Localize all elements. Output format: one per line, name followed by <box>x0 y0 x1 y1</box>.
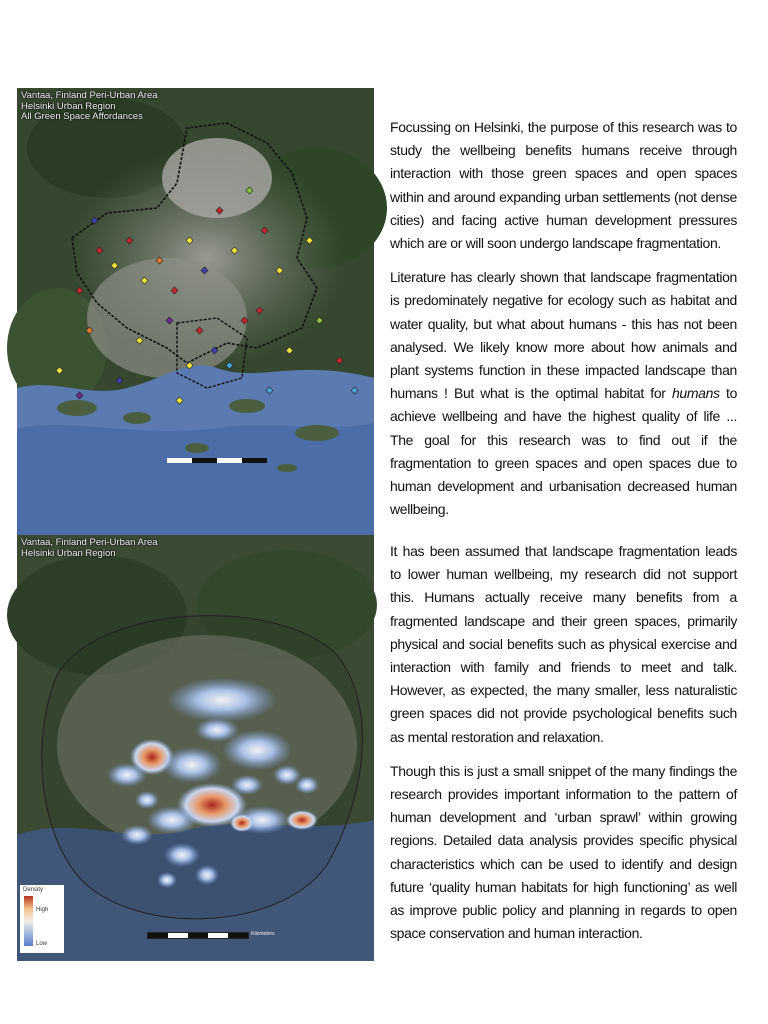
density-legend: Density High Low <box>20 885 64 953</box>
paragraph-literature: Literature has clearly shown that landscape fragmentation is predominately negative for ecology such as habitat and water quality, but what about humans - this has not been analysed. We likely know more about how animals and plant systems function in these impacted landscape than humans ! But what is the optimal habitat for humans to achieve wellbeing and have the highest quality of life ... The goal for this research was to find out if the fragmentation to green spaces and open spaces due to human development and urbanisation decreased human wellbeing. <box>390 269 738 518</box>
paragraph-findings: It has been assumed that landscape fragmentation leads to lower human wellbeing, my research did not support this. Humans actually receive many benefits from a fragmented landscape and their green spaces, primarily physical and social benefits such as physical exercise and interaction with family and friends to meet and talk. However, as expected, the many smaller, less naturalistic green spaces did not provide psychological benefits such as mental restoration and relaxation. <box>390 543 737 745</box>
density-map-image <box>17 535 374 961</box>
density-color-ramp <box>24 896 33 946</box>
body-text <box>390 116 737 532</box>
map-title: Vantaa, Finland Peri-Urban Area Helsinki Urban Region <box>21 537 158 559</box>
map-title: Vantaa, Finland Peri-Urban Area Helsinki Urban Region All Green Space Affordances <box>21 90 158 122</box>
affordance-map-image <box>17 88 374 560</box>
density-map: Vantaa, Finland Peri-Urban Area Helsinki Urban Region Density High Low Kilometers <box>17 535 374 961</box>
paragraph-conclusion: Though this is just a small snippet of the many findings the research provides important information to the pattern of human development and ‘urban sprawl’ within growing regions. Detailed data analysis provides specific physical characteristics which can be used to identify and design future ‘quality human habitats for high functioning’ as well as improve public policy and planning in regards to open space conservation and human interaction. <box>390 762 737 942</box>
scale-bar <box>147 932 249 939</box>
affordance-map <box>17 88 374 518</box>
paragraph-purpose: Focussing on Helsinki, the purpose of this research was to study the wellbeing benefits humans receive through interaction with those green spaces and open spaces within and around expanding urban settlements (not dense cities) and facing active human development pressures which are or will soon undergo landscape fragmentation. <box>390 119 737 252</box>
body-text-findings <box>390 540 737 956</box>
